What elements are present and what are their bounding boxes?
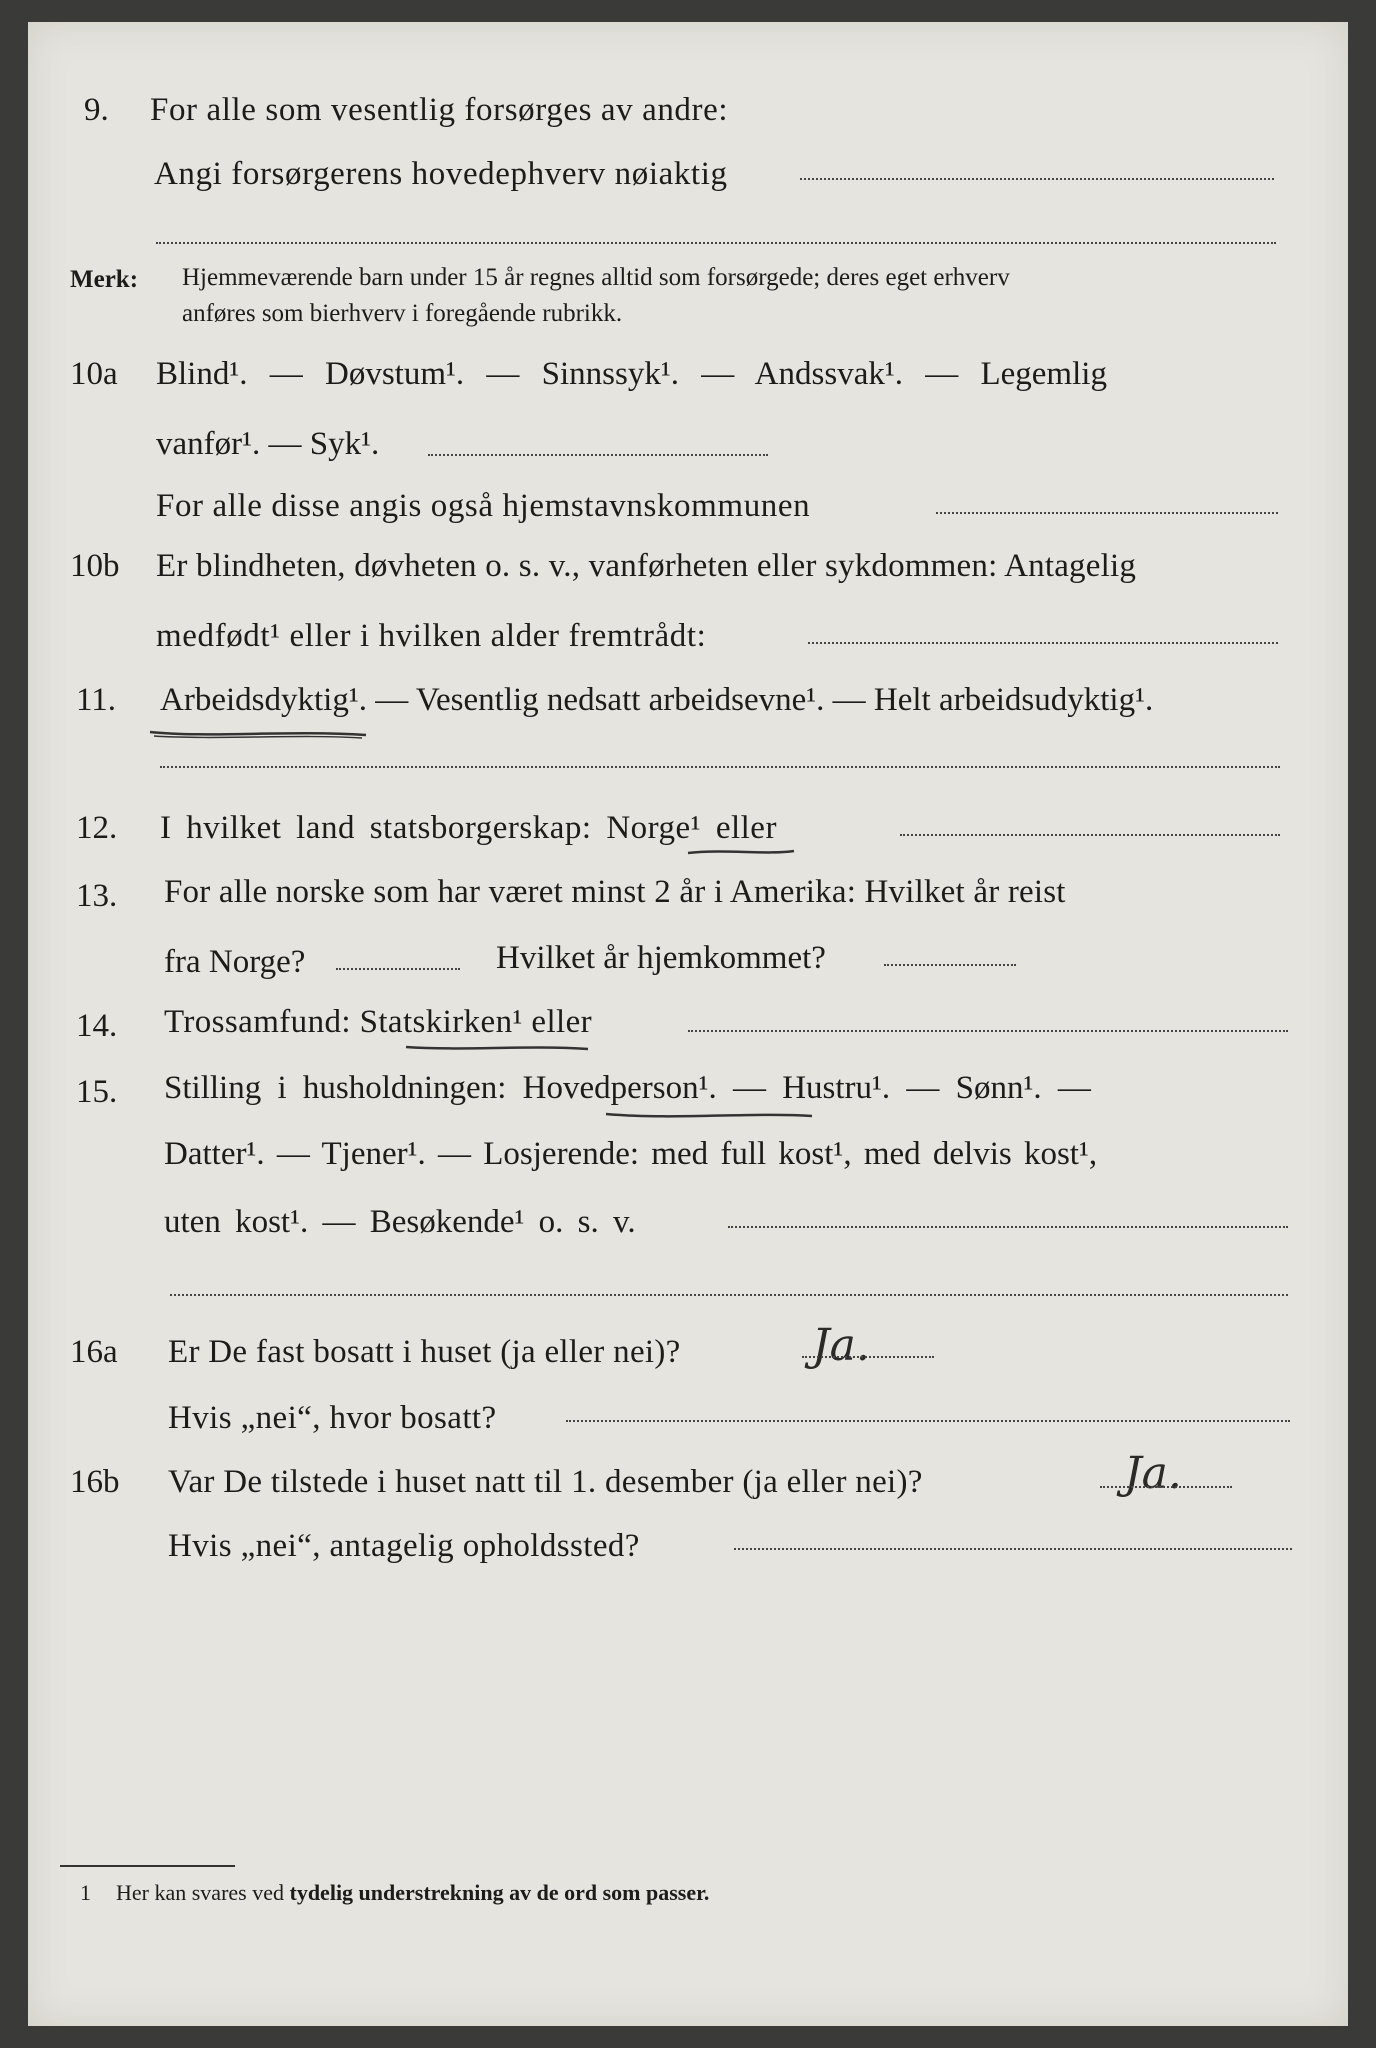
item-16a-residence-line (566, 1420, 1290, 1422)
item-13-line2a: fra Norge? (164, 944, 306, 980)
footnote (80, 1880, 709, 1906)
item-11-handwritten-underline (148, 726, 368, 732)
item-16b-handwritten-answer: Ja. (1124, 1448, 1182, 1499)
item-10a-line1: Blind¹. — Døvstum¹. — Sinnssyk¹. — Andssvak¹. — Legemlig (156, 356, 1107, 392)
item-16b-line1: Var De tilstede i huset natt til 1. desember (ja eller nei)? (168, 1464, 923, 1500)
item-16a-handwritten-answer: Ja. (812, 1320, 870, 1371)
item-13-line2b: Hvilket år hjemkommet? (496, 940, 826, 976)
item-12-handwritten-underline (686, 846, 796, 852)
item-9-line2: Angi forsørgerens hovedерhverv nøiaktig (154, 156, 728, 192)
item-9-line1: For alle som vesentlig forsørges av andre: (150, 92, 729, 128)
item-15-second-answer-line (170, 1294, 1288, 1296)
item-9-second-answer-line (156, 242, 1276, 244)
item-16b-stay-line (734, 1548, 1292, 1550)
item-13-departure-year-line (336, 968, 460, 970)
footnote-rule (60, 1865, 235, 1867)
item-10b-number: 10b (70, 548, 120, 584)
item-16b-line2: Hvis „nei“, antagelig opholdssted? (168, 1528, 640, 1564)
item-12-line1: I hvilket land statsborgerskap: Norge¹ eller (160, 810, 777, 846)
item-14-answer-line (688, 1030, 1288, 1032)
item-10a-home-line (936, 512, 1278, 514)
item-12-answer-line (900, 834, 1280, 836)
item-13-number: 13. (76, 878, 118, 914)
item-10b-line2: medfødt¹ eller i hvilken alder fremtrådt: (156, 618, 707, 654)
item-11-answer-line (160, 766, 1280, 768)
item-15-line1: Stilling i husholdningen: Hovedperson¹. — Hustru¹. — Sønn¹. — (164, 1070, 1091, 1106)
item-16b-answer-line (1100, 1486, 1232, 1488)
item-10a-line2: vanfør¹. — Syk¹. (156, 426, 380, 462)
item-16b-number: 16b (70, 1464, 120, 1500)
item-16a-line2: Hvis „nei“, hvor bosatt? (168, 1400, 497, 1436)
merk-line2: anføres som bierhverv i foregående rubrikk. (182, 300, 623, 327)
footnote-text-a: Her kan svares ved (116, 1880, 284, 1905)
item-15-answer-line (728, 1226, 1288, 1228)
item-16a-line1: Er De fast bosatt i huset (ja eller nei)? (168, 1334, 681, 1370)
item-13-line1: For alle norske som har været minst 2 år i Amerika: Hvilket år reist (164, 874, 1066, 910)
item-9-answer-line (800, 178, 1274, 180)
item-10a-answer-line (428, 454, 768, 456)
footnote-mark: 1 (80, 1880, 91, 1905)
item-10a-number: 10a (70, 356, 118, 392)
item-15-line3: uten kost¹. — Besøkende¹ o. s. v. (164, 1204, 636, 1240)
item-13-return-year-line (884, 964, 1016, 966)
item-10b-line1: Er blindheten, døvheten o. s. v., vanførheten eller sykdommen: Antagelig (156, 548, 1137, 584)
footnote-text-b: tydelig understrekning av de ord som passer. (289, 1880, 710, 1905)
item-14-handwritten-underline (404, 1042, 590, 1048)
item-15-handwritten-underline (604, 1108, 814, 1114)
item-11-number: 11. (76, 682, 117, 718)
merk-label: Merk: (70, 266, 139, 293)
item-9-number: 9. (84, 92, 109, 128)
item-10a-line3: For alle disse angis også hjemstavnskommunen (156, 488, 811, 524)
item-15-line2: Datter¹. — Tjener¹. — Losjerende: med full kost¹, med delvis kost¹, (164, 1136, 1098, 1172)
item-14-number: 14. (76, 1008, 118, 1044)
item-16a-number: 16a (70, 1334, 118, 1370)
item-16a-answer-line (802, 1356, 934, 1358)
item-10b-answer-line (808, 642, 1278, 644)
item-14-line1: Trossamfund: Statskirken¹ eller (164, 1004, 593, 1040)
merk-line1: Hjemmeværende barn under 15 år regnes alltid som forsørgede; deres eget erhverv (182, 264, 1010, 291)
item-12-number: 12. (76, 810, 118, 846)
item-11-line1: Arbeidsdyktig¹. — Vesentlig nedsatt arbeidsevne¹. — Helt arbeidsudyktig¹. (160, 682, 1154, 718)
item-15-number: 15. (76, 1074, 118, 1110)
